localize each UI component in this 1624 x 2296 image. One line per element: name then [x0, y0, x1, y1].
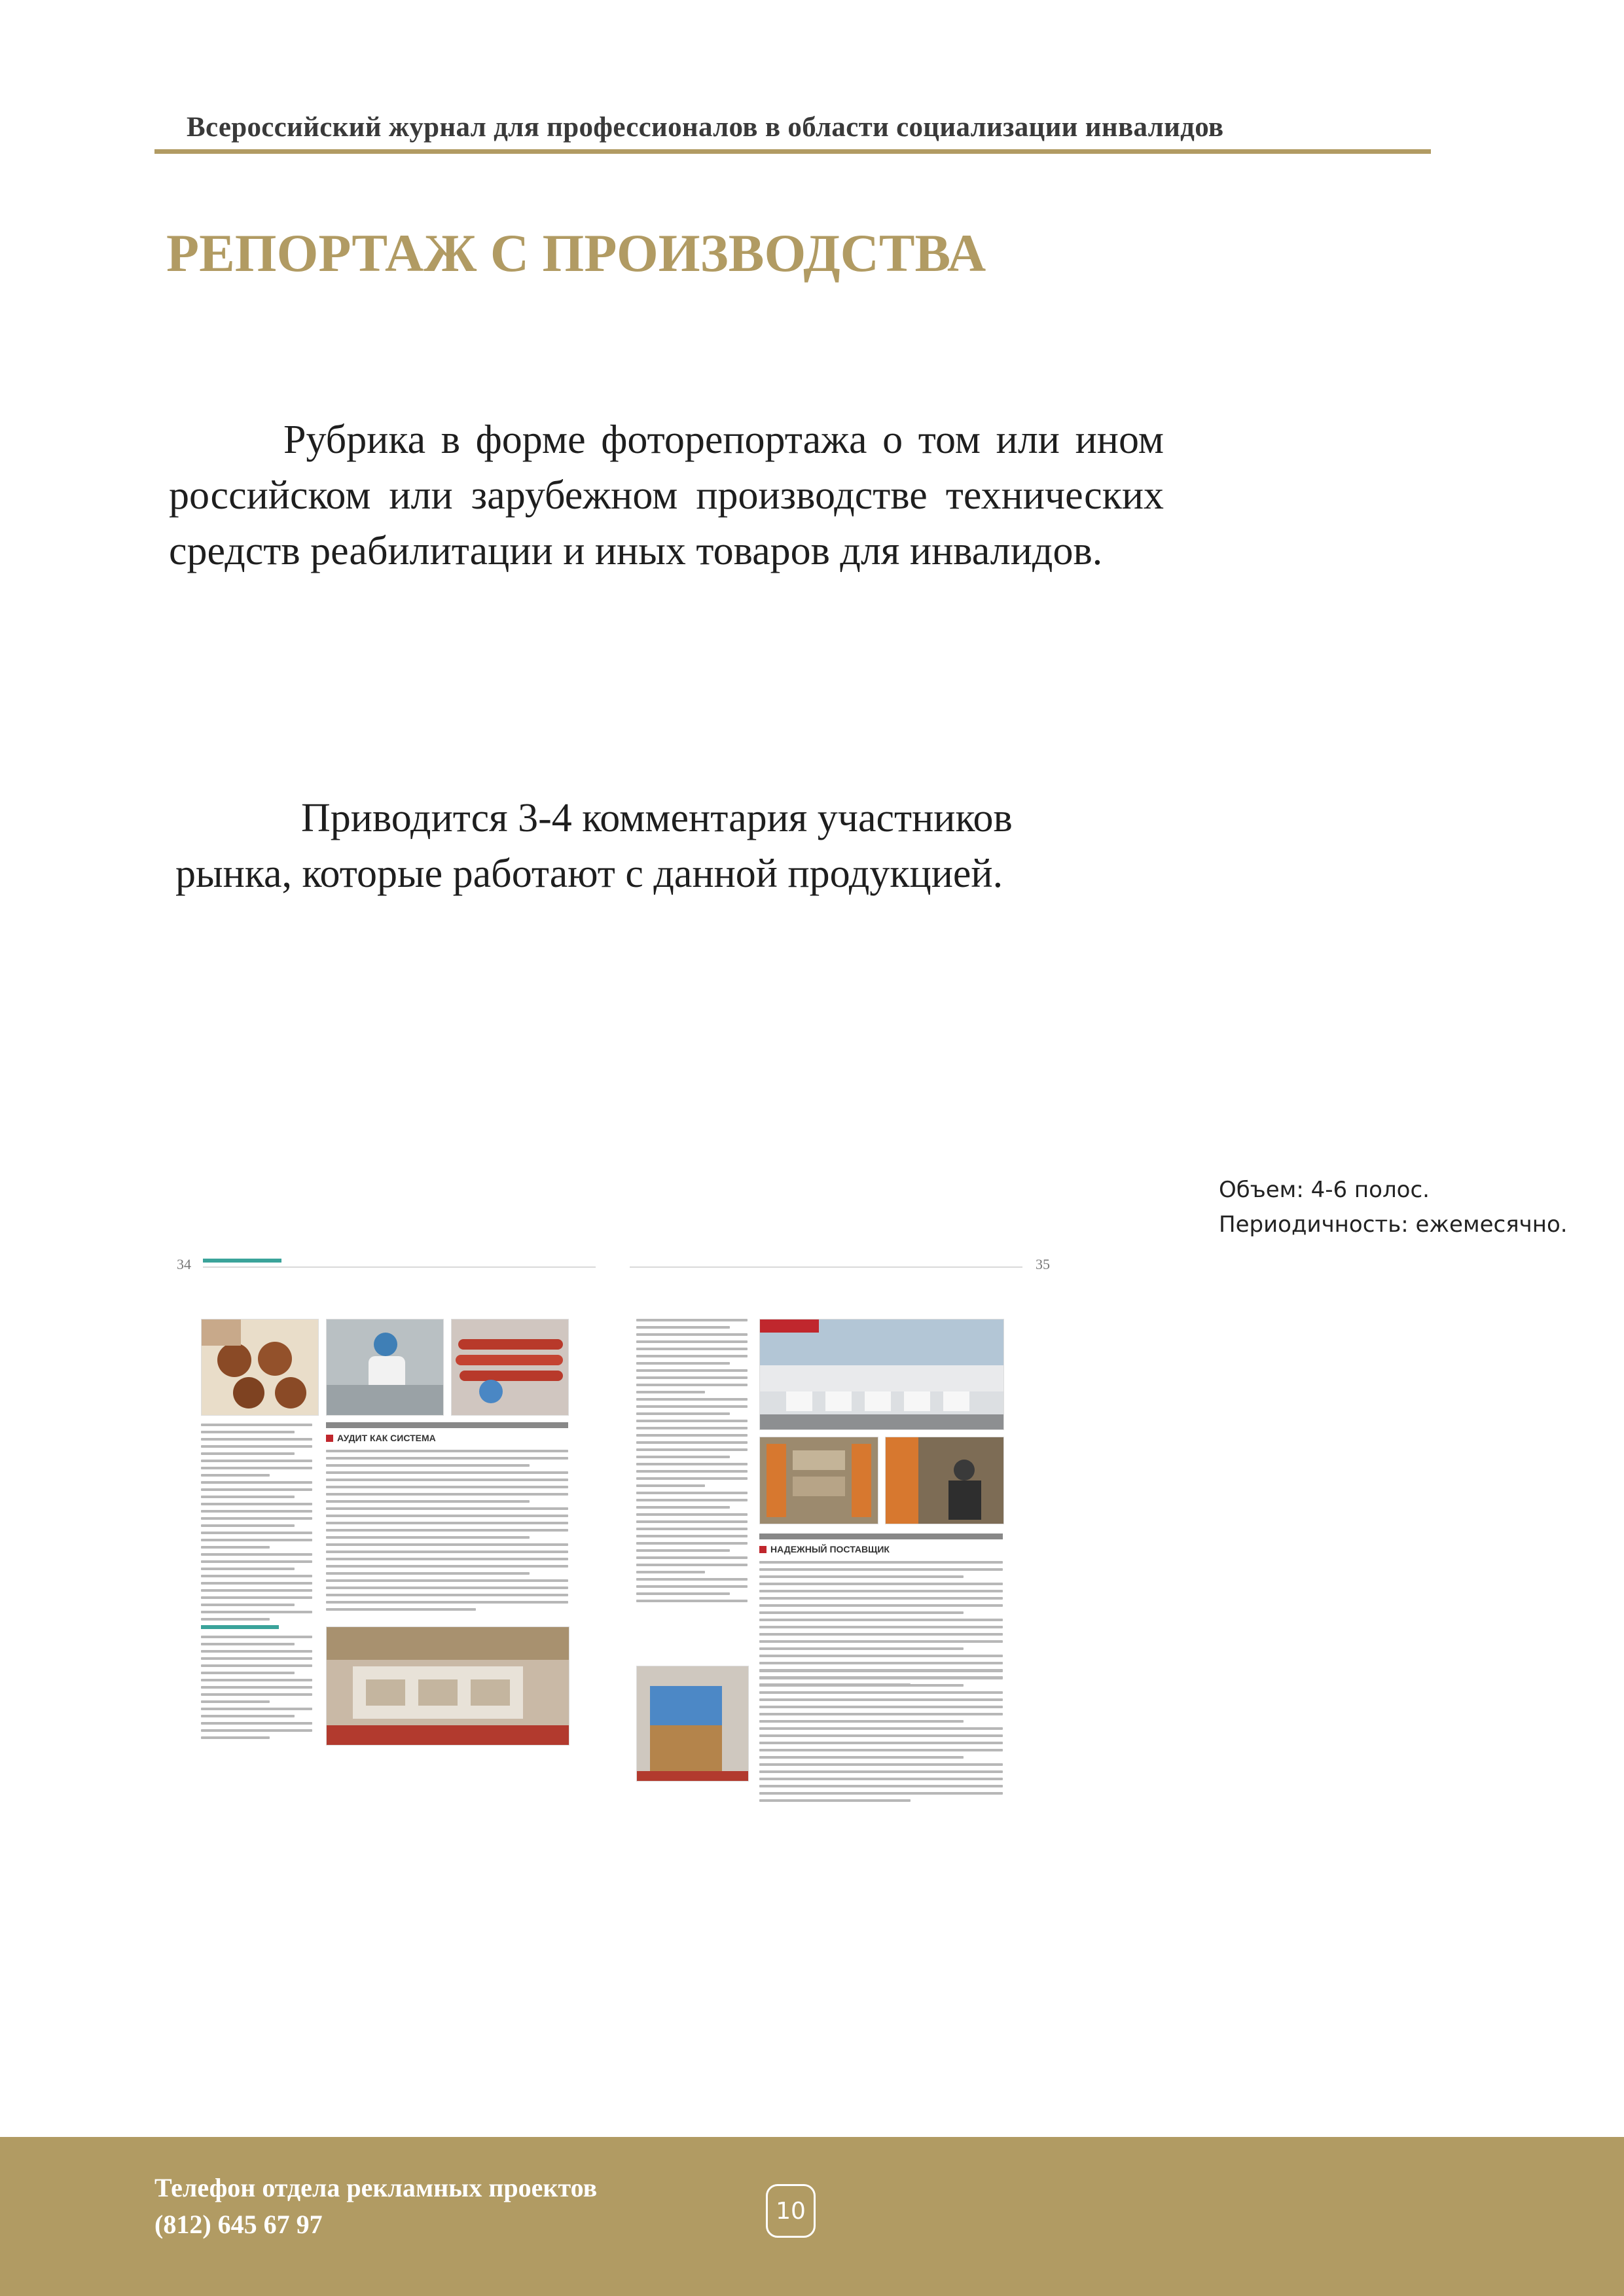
comments-description-line-1: Приводится 3-4 комментария участников — [301, 796, 1013, 840]
left-subheading — [326, 1433, 436, 1443]
photo-production-line — [326, 1626, 569, 1746]
left-page-running-head — [203, 1259, 281, 1263]
left-subheading-text: АУДИТ КАК СИСТЕМА — [337, 1433, 436, 1443]
left-page-text-column — [201, 1424, 312, 1744]
comments-description — [175, 791, 1105, 902]
right-page-number: 35 — [1036, 1256, 1050, 1272]
rubric-description: Рубрика в форме фоторепортажа о том или ином российском или зарубежном производстве технических средств реабилитации и иных товаров для инвалидов. — [169, 418, 1164, 573]
phone-number: (812) 645 67 97 — [154, 2210, 323, 2239]
right-page-bottom-text — [759, 1670, 1003, 1806]
photo-packaging — [636, 1666, 749, 1782]
magazine-spread-preview — [171, 1247, 1055, 1823]
footer-bar — [0, 2137, 1624, 2296]
photo-warehouse-worker — [885, 1437, 1004, 1524]
photo-cookies — [201, 1319, 319, 1416]
volume-text: Объем: 4-6 полос. — [1219, 1177, 1430, 1203]
photo-sausages — [451, 1319, 569, 1416]
right-section-bar — [759, 1534, 1003, 1539]
section-title: РЕПОРТАЖ С ПРОИЗВОДСТВА — [166, 223, 986, 283]
photo-warehouse-shelves — [759, 1437, 878, 1524]
comments-description-line-2: рынка, которые работают с данной продукцией. — [175, 852, 1003, 896]
phone-label: Телефон отдела рекламных проектов — [154, 2173, 598, 2202]
journal-header-title: Всероссийский журнал для профессионалов в области социализации инвалидов — [187, 112, 1224, 143]
left-page-rule — [203, 1266, 596, 1268]
frequency-text: Периодичность: ежемесячно. — [1219, 1211, 1568, 1238]
photo-worker — [326, 1319, 444, 1416]
photo-warehouse-exterior — [759, 1319, 1004, 1430]
spread-left-page — [171, 1247, 600, 1823]
right-page-rule — [630, 1266, 1022, 1268]
footer-contact — [154, 2170, 597, 2243]
right-subheading — [759, 1544, 890, 1554]
header-divider — [154, 149, 1431, 154]
left-page-main-text — [326, 1450, 568, 1615]
publication-meta — [1219, 1173, 1568, 1242]
right-subheading-text: НАДЕЖНЫЙ ПОСТАВЩИК — [770, 1544, 890, 1554]
left-section-bar — [326, 1422, 568, 1428]
page-number-badge: 10 — [766, 2184, 816, 2238]
spread-right-page — [630, 1247, 1055, 1823]
left-page-number: 34 — [177, 1256, 191, 1272]
right-page-text-column — [636, 1319, 748, 1607]
